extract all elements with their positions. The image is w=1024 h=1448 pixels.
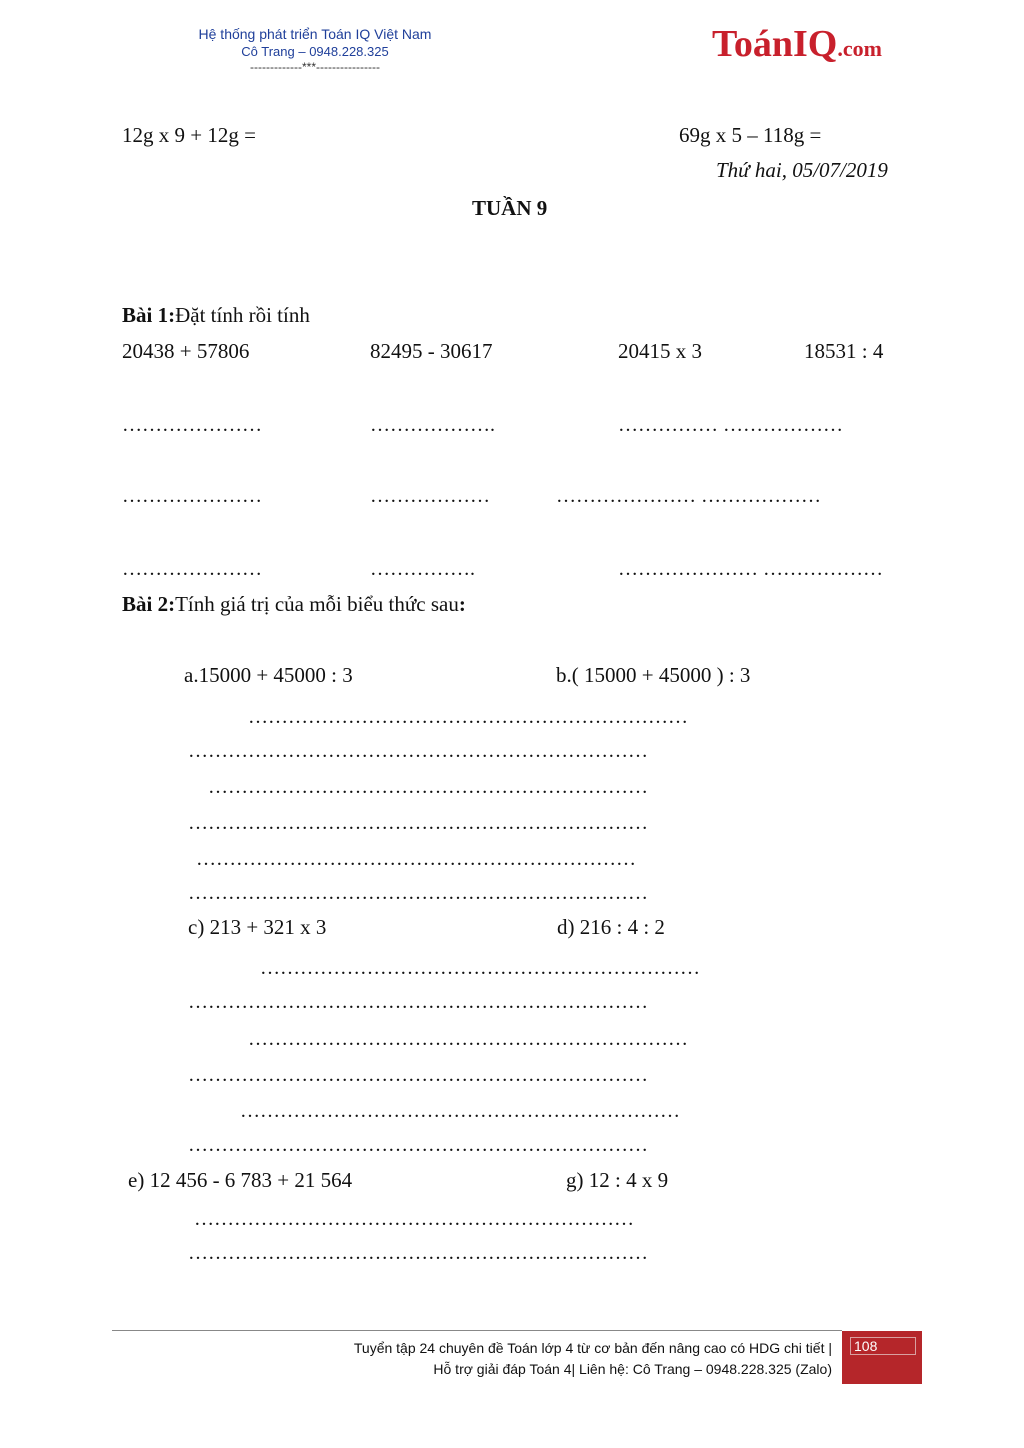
answer-line: ………………. [370, 414, 495, 436]
logo-main: ToánIQ [712, 23, 838, 65]
week-title: TUẦN 9 [472, 196, 548, 220]
answer-line: ………………… [122, 485, 262, 507]
answer-line: …………………………………………………………… [188, 1134, 648, 1156]
answer-line: …………………………………………………………… [188, 740, 648, 762]
footer-line-1: Tuyển tập 24 chuyên đề Toán lớp 4 từ cơ bản đến nâng cao có HDG chi tiết | [353, 1340, 832, 1356]
answer-line: …………… ……………… [618, 414, 843, 436]
answer-line: ………………………………………………………… [260, 957, 700, 979]
answer-line: …………………………………………………………… [188, 1242, 648, 1264]
answer-line: ………………… [122, 414, 262, 436]
footer-rule [112, 1330, 842, 1331]
answer-line: ……………. [370, 558, 475, 580]
bai2-label: Bài 2: [122, 592, 176, 616]
logo-suffix: .com [837, 36, 882, 61]
answer-line: ………………………………………………………… [240, 1100, 680, 1122]
bai2-heading [122, 592, 466, 617]
bai2-a: a.15000 + 45000 : 3 [184, 663, 353, 687]
answer-line: ………………………………………………………… [196, 848, 636, 870]
header-contact: Cô Trang – 0948.228.325 [241, 44, 389, 59]
answer-line: ………………… ……………… [556, 485, 821, 507]
answer-line: ………………………………………………………… [208, 776, 648, 798]
answer-line: …………………………………………………………… [188, 882, 648, 904]
answer-line: ………………………………………………………… [194, 1208, 634, 1230]
logo [712, 22, 882, 66]
top-expr-right: 69g x 5 – 118g = [679, 123, 822, 147]
bai2-b: b.( 15000 + 45000 ) : 3 [556, 663, 751, 687]
bai1-text: Đặt tính rồi tính [175, 303, 310, 327]
footer-line-2: Hỗ trợ giải đáp Toán 4| Liên hệ: Cô Trang – 0948.228.325 (Zalo) [433, 1361, 832, 1377]
bai1-problem-1: 20438 + 57806 [122, 339, 250, 363]
answer-line: ………………………………………………………… [248, 1028, 688, 1050]
answer-line: ………………………………………………………… [248, 706, 688, 728]
bai1-problem-3: 20415 x 3 [618, 339, 702, 363]
answer-line: …………………………………………………………… [188, 1064, 648, 1086]
bai2-e: e) 12 456 - 6 783 + 21 564 [128, 1168, 353, 1192]
header-separator: -------------***---------------- [250, 60, 380, 74]
top-expr-left: 12g x 9 + 12g = [122, 123, 256, 147]
page-number: 108 [854, 1338, 878, 1354]
answer-line: ………………… ……………… [618, 558, 883, 580]
bai2-c: c) 213 + 321 x 3 [188, 915, 327, 939]
answer-line: …………………………………………………………… [188, 991, 648, 1013]
bai1-label: Bài 1: [122, 303, 176, 327]
date: Thứ hai, 05/07/2019 [716, 158, 888, 182]
answer-line: …………………………………………………………… [188, 812, 648, 834]
page-number-box [842, 1331, 922, 1384]
bai2-text: Tính giá trị của mỗi biểu thức sau [175, 592, 459, 616]
header-org: Hệ thống phát triển Toán IQ Việt Nam [198, 26, 432, 42]
bai2-d: d) 216 : 4 : 2 [557, 915, 665, 939]
bai2-colon: : [458, 592, 466, 616]
bai1-problem-4: 18531 : 4 [804, 339, 884, 363]
answer-line: ……………… [370, 485, 490, 507]
bai1-problem-2: 82495 - 30617 [370, 339, 493, 363]
bai1-heading [122, 303, 310, 328]
answer-line: ………………… [122, 558, 262, 580]
bai2-g: g) 12 : 4 x 9 [566, 1168, 669, 1192]
